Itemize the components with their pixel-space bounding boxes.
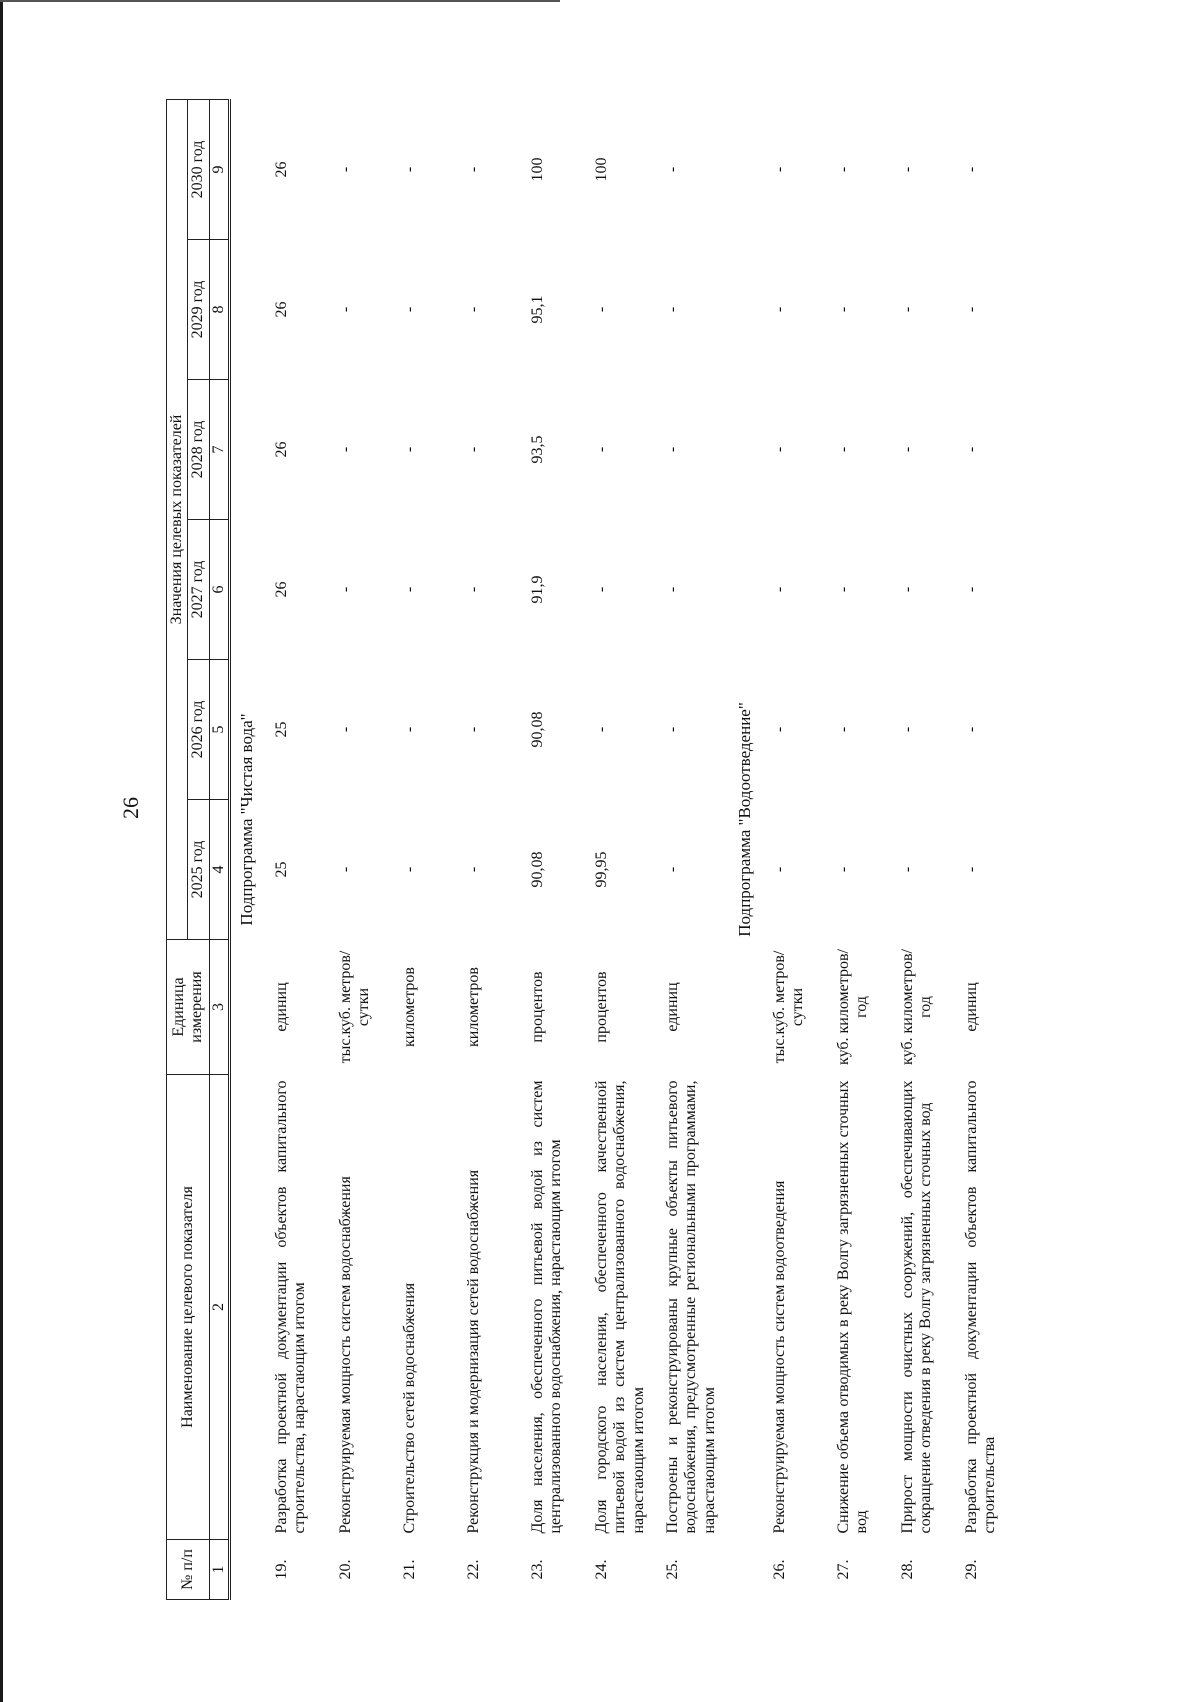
header-year: 2028 год <box>188 380 209 520</box>
indicator-value: - <box>962 726 980 733</box>
indicator-value: 26 <box>272 161 290 178</box>
row-number: 23. <box>528 1559 546 1580</box>
indicator-value: 99,95 <box>592 851 610 888</box>
table-row <box>331 99 395 1599</box>
indicator-unit: единиц <box>962 982 980 1032</box>
row-number: 20. <box>336 1559 354 1580</box>
indicator-name: Разработка проектной документации объектов капитального строительства <box>962 1080 998 1534</box>
section-spacer <box>729 1540 765 1600</box>
indicator-name: Реконструируемая мощность систем водоснабжения <box>336 1176 354 1534</box>
indicator-name: Доля населения, обеспеченного питьевой водой из систем централизованного водоснабжения, нарастающим итогом <box>528 1080 565 1534</box>
indicator-value: - <box>962 586 980 593</box>
indicator-value: 26 <box>272 441 290 458</box>
indicator-name: Построены и реконструированы крупные объекты питьевого водоснабжения, предусмотренные региональными программами, нарастающим итогом <box>663 1080 718 1534</box>
indicator-unit: единиц <box>272 982 290 1032</box>
indicator-value: - <box>834 586 852 593</box>
table-row <box>658 99 729 1599</box>
header-column-number: 4 <box>209 800 229 940</box>
indicator-value: - <box>898 306 916 313</box>
indicator-value: - <box>336 166 354 173</box>
indicator-value: - <box>663 726 681 733</box>
indicator-value: - <box>336 446 354 453</box>
indicator-value: - <box>400 726 418 733</box>
indicator-name: Реконструируемая мощность систем водоотведения <box>770 1180 788 1534</box>
indicator-value: - <box>962 866 980 873</box>
table-row <box>395 99 459 1599</box>
table-row <box>267 99 331 1599</box>
row-number: 27. <box>834 1559 852 1580</box>
header-column-number: 2 <box>209 1075 229 1540</box>
indicator-value: - <box>834 306 852 313</box>
table-row <box>893 99 957 1599</box>
indicator-value: 25 <box>272 861 290 878</box>
section-title: Подпрограмма "Водоотведение" <box>735 702 755 937</box>
header-column-number: 8 <box>209 240 229 380</box>
indicator-value: - <box>336 586 354 593</box>
table-row <box>829 99 893 1599</box>
indicator-value: - <box>464 306 482 313</box>
header-year: 2029 год <box>188 240 209 380</box>
header-column-number: 1 <box>209 1540 229 1600</box>
indicator-value: - <box>770 306 788 313</box>
indicator-value: - <box>592 446 610 453</box>
indicator-name: Снижение объема отводимых в реку Волгу загрязненных сточных вод <box>834 1080 870 1534</box>
indicator-value: - <box>898 166 916 173</box>
header-column-number: 6 <box>209 520 229 660</box>
indicator-unit: куб. километров/год <box>898 949 934 1065</box>
indicator-value: - <box>464 586 482 593</box>
indicator-value: 25 <box>272 721 290 738</box>
header-year: 2026 год <box>188 660 209 800</box>
indicator-value: - <box>834 726 852 733</box>
indicator-value: - <box>400 166 418 173</box>
header-col-unit: Единица измерения <box>167 940 210 1075</box>
section-row <box>230 99 267 1599</box>
indicator-value: 90,08 <box>528 711 546 748</box>
indicator-value: 100 <box>592 157 610 182</box>
indicator-value: 26 <box>272 581 290 598</box>
indicator-unit: единиц <box>663 982 681 1032</box>
rotated-table-wrapper <box>166 100 1200 1600</box>
indicator-value: - <box>464 446 482 453</box>
section-spacer <box>230 1540 267 1600</box>
indicator-value: - <box>400 866 418 873</box>
indicator-value: - <box>663 866 681 873</box>
indicator-unit: процентов <box>592 971 610 1043</box>
indicator-name: Реконструкция и модернизация сетей водоснабжения <box>464 1169 482 1534</box>
indicator-value: - <box>663 166 681 173</box>
indicator-value: - <box>898 446 916 453</box>
row-number: 28. <box>898 1559 916 1580</box>
indicator-value: - <box>336 866 354 873</box>
header-year: 2027 год <box>188 520 209 660</box>
indicator-value: - <box>663 446 681 453</box>
indicators-table <box>166 99 1021 1600</box>
indicator-value: - <box>464 726 482 733</box>
header-column-number: 3 <box>209 940 229 1075</box>
header-group-title: Значения целевых показателей <box>167 99 188 939</box>
row-number: 26. <box>770 1559 788 1580</box>
header-year: 2030 год <box>188 99 209 239</box>
indicator-unit: тыс.куб. метров/сутки <box>770 950 806 1064</box>
row-number: 22. <box>464 1559 482 1580</box>
row-number: 19. <box>272 1559 290 1580</box>
indicator-value: 26 <box>272 301 290 318</box>
indicator-name: Прирост мощности очистных сооружений, обеспечивающих сокращение отведения в реку Волгу загрязненных сточных вод <box>898 1080 934 1534</box>
page-number: 26 <box>118 797 143 819</box>
indicator-name: Строительство сетей водоснабжения <box>400 1282 418 1534</box>
table-row <box>765 99 829 1599</box>
indicator-value: 100 <box>528 157 546 182</box>
indicator-value: - <box>464 166 482 173</box>
table-row <box>523 99 587 1599</box>
row-number: 24. <box>592 1559 610 1580</box>
indicator-value: 93,5 <box>528 435 546 464</box>
indicator-value: - <box>770 166 788 173</box>
indicator-value: - <box>770 586 788 593</box>
table-row <box>957 99 1021 1599</box>
indicator-value: - <box>834 446 852 453</box>
indicator-value: - <box>962 306 980 313</box>
indicator-value: 95,1 <box>528 295 546 324</box>
table-row <box>459 99 523 1599</box>
indicator-value: - <box>898 726 916 733</box>
section-title: Подпрограмма "Чистая вода" <box>237 713 257 926</box>
scan-left-edge <box>0 0 3 1702</box>
header-col-no: № п/п <box>167 1540 210 1600</box>
indicator-value: - <box>592 586 610 593</box>
indicator-value: - <box>336 306 354 313</box>
indicator-value: - <box>898 866 916 873</box>
indicator-value: - <box>592 726 610 733</box>
indicator-unit: тыс.куб. метров/сутки <box>336 950 373 1064</box>
indicator-value: - <box>663 586 681 593</box>
header-column-number: 9 <box>209 99 229 239</box>
indicator-value: - <box>663 306 681 313</box>
indicator-value: - <box>898 586 916 593</box>
indicator-name: Доля городского населения, обеспеченного качественной питьевой водой из систем централизованного водоснабжения, нарастающим итогом <box>592 1080 647 1534</box>
indicator-name: Разработка проектной документации объектов капитального строительства, нарастающим итогом <box>272 1080 309 1534</box>
scan-top-line <box>0 0 560 2</box>
indicator-unit: километров <box>400 967 418 1047</box>
row-number: 29. <box>962 1559 980 1580</box>
indicator-value: - <box>770 726 788 733</box>
indicator-unit: километров <box>464 967 482 1047</box>
indicator-unit: процентов <box>528 971 546 1043</box>
section-row <box>729 99 765 1599</box>
header-col-name: Наименование целевого показателя <box>167 1075 210 1540</box>
row-number: 25. <box>663 1559 681 1580</box>
indicator-value: - <box>770 446 788 453</box>
indicator-value: - <box>834 166 852 173</box>
indicator-value: 91,9 <box>528 575 546 604</box>
header-column-number: 7 <box>209 380 229 520</box>
indicator-value: - <box>400 586 418 593</box>
indicator-value: - <box>834 866 852 873</box>
header-year: 2025 год <box>188 800 209 940</box>
row-number: 21. <box>400 1559 418 1580</box>
table-row <box>587 99 658 1599</box>
indicator-value: - <box>400 446 418 453</box>
indicator-unit: куб. километров/год <box>834 949 870 1065</box>
indicator-value: - <box>336 726 354 733</box>
indicator-value: 90,08 <box>528 851 546 888</box>
indicator-value: - <box>464 866 482 873</box>
indicator-value: - <box>770 866 788 873</box>
indicator-value: - <box>962 166 980 173</box>
header-column-number: 5 <box>209 660 229 800</box>
indicator-value: - <box>592 306 610 313</box>
indicator-value: - <box>400 306 418 313</box>
indicator-value: - <box>962 446 980 453</box>
